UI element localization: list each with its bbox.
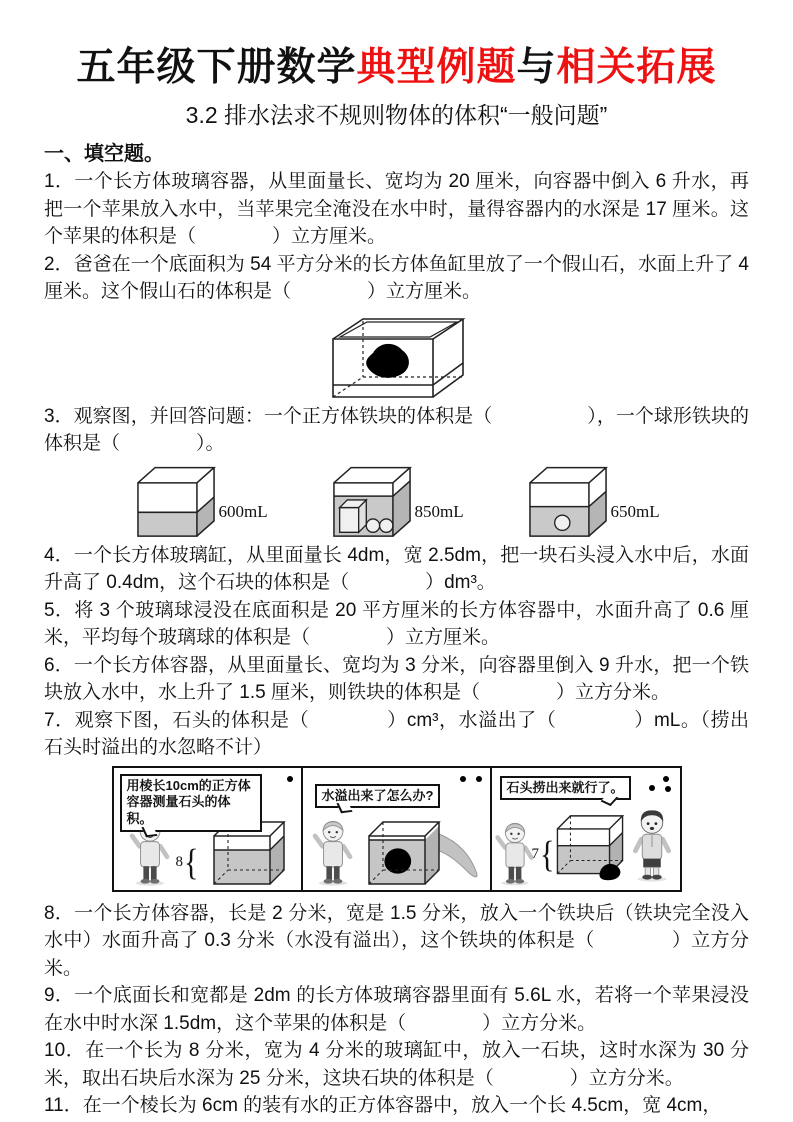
cup-drawing-2 <box>327 460 417 538</box>
child-figure <box>311 818 355 886</box>
question-7: 7．观察下图，石头的体积是（ ）cm³，水溢出了（ ）mL。（捞出石头时溢出的水忽略不计） <box>44 709 749 758</box>
sphere-icon <box>379 518 392 531</box>
comic-strip-figure <box>112 766 682 892</box>
question-11: 11．在一个棱长为 6cm 的装有水的正方体容器中，放入一个长 4.5cm，宽 4cm， <box>44 1095 722 1116</box>
water <box>137 512 196 536</box>
stone-icon <box>366 343 409 377</box>
cup-drawing-3 <box>523 460 613 538</box>
cup-600ml <box>131 460 271 538</box>
speech-bubble: 石头捞出来就行了。 <box>500 776 631 801</box>
question-9: 9．一个底面长和宽都是 2dm 的长方体玻璃容器里面有 5.6L 水，若将一个苹果浸没在水中时水深 1.5dm，这个苹果的体积是（ ）立方分米。 <box>44 985 749 1034</box>
sphere-icon <box>366 518 379 531</box>
question-8: 8．一个长方体容器，长是 2 分米，宽是 1.5 分米，放入一个铁块后（铁块完全没入水中）水面升高了 0.3 分米（水没有溢出），这个铁块的体积是（ ）立方分米。 <box>44 902 749 979</box>
question-1: 1．一个长方体玻璃容器，从里面量长、宽均为 20 厘米，向容器中倒入 6 升水，再把一个苹果放入水中，当苹果完全淹没在水中时，量得容器内的水深是 17 厘米。这个苹果的体积是（ ）立方厘米。 <box>44 171 749 247</box>
water-height-value: 7 <box>531 846 539 862</box>
section-title: 3.2 排水法求不规则物体的体积“一般问题” <box>185 102 608 128</box>
cube-block-icon <box>339 499 366 531</box>
speech-bubble: 水溢出来了怎么办? <box>315 784 441 809</box>
fish-tank-figure <box>44 309 749 401</box>
cube-container-overflow-icon <box>361 812 487 886</box>
comic-panel-1 <box>114 768 301 890</box>
title-segment-highlight: 典型例题 <box>356 46 517 89</box>
panel-count-dots <box>283 776 293 786</box>
part-heading: 一、填空题。 <box>44 143 164 165</box>
question-5: 5．将 3 个玻璃球浸没在底面积是 20 平方厘米的长方体容器中，水面升高了 0.6 厘米，平均每个玻璃球的体积是（ ）立方厘米。 <box>44 599 749 648</box>
stone-icon <box>594 860 624 882</box>
water-height-mark <box>531 833 555 875</box>
water-height-value: 8 <box>175 854 183 870</box>
sphere-icon <box>554 515 569 530</box>
volume-label: 650mL <box>610 501 660 521</box>
title-segment-highlight: 相关拓展 <box>556 46 717 89</box>
volume-label: 600mL <box>218 501 268 521</box>
question-2: 2．爸爸在一个底面积为 54 平方分米的长方体鱼缸里放了一个假山石，水面上升了 4 厘米。这个假山石的体积是（ ）立方厘米。 <box>44 253 749 302</box>
water-spout-icon <box>437 834 477 877</box>
brace-glyph: { <box>540 833 555 875</box>
child-figure <box>494 820 536 886</box>
title-segment: 五年级下册数学 <box>76 46 357 89</box>
comic-panel-2 <box>301 768 490 890</box>
brace-glyph: { <box>184 841 199 883</box>
comic-panel-3 <box>490 768 679 890</box>
measuring-cups-figure <box>44 460 749 538</box>
question-4: 4．一个长方体玻璃缸，从里面量长 4dm，宽 2.5dm，把一块石头浸入水中后，水面升高了 0.4dm，这个石块的体积是（ ）dm³。 <box>44 544 749 593</box>
cup-850ml <box>327 460 467 538</box>
speech-bubble: 用棱长10cm的正方体容器测量石头的体积。 <box>120 774 262 833</box>
cup-drawing-1 <box>131 460 221 538</box>
boy-figure <box>629 808 675 882</box>
question-6: 6．一个长方体容器，从里面量长、宽均为 3 分米，向容器里倒入 9 升水，把一个铁块放入水中，水上升了 1.5 厘米，则铁块的体积是（ ）立方分米。 <box>44 654 749 703</box>
title-segment: 与 <box>516 46 557 89</box>
fish-tank-drawing <box>321 309 473 401</box>
panel-count-dots <box>649 776 671 792</box>
volume-label: 850mL <box>414 501 464 521</box>
panel-count-dots <box>460 776 482 784</box>
page-title <box>44 44 749 92</box>
cup-650ml <box>523 460 663 538</box>
water-height-mark <box>175 841 199 883</box>
question-3: 3．观察图，并回答问题：一个正方体铁块的体积是（ ），一个球形铁块的体积是（ ）。 <box>44 405 749 454</box>
question-10: 10．在一个长为 8 分米，宽为 4 分米的玻璃缸中，放入一石块，这时水深为 30 分米，取出石块后水深为 25 分米，这块石块的体积是（ ）立方分米。 <box>44 1040 749 1089</box>
